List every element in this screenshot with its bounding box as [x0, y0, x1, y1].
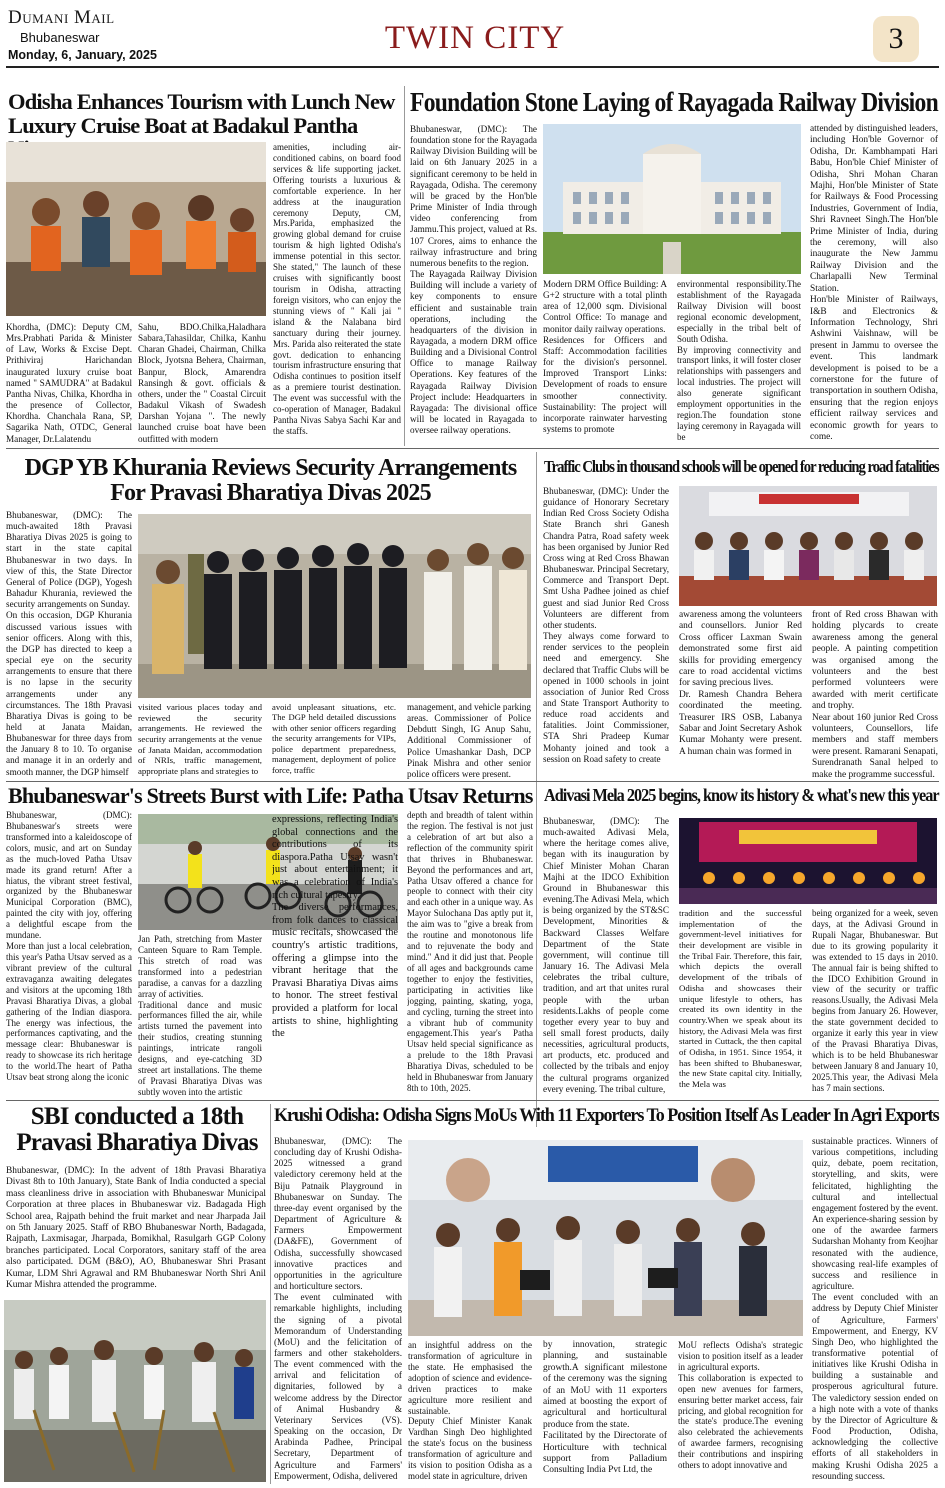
adivasi-text-col1: Bhubaneswar, (DMC): The much-awaited Adivasi Mela, where the heritage comes alive, began with its inauguration by Chief Minister Mohan Charan Majhi at the IDCO Exhibition Ground in Bhubaneswar this evening.The Adivasi Mela, which is being organized by the ST&SC Development, Minorities & Backward Classes Welfare Department of the State government, will continue till January 16. The Adivasi Mela celebrates the tribal culture, tradition, and art that unites rural people with the urban residents.Lakhs of people come together every year to buy and sell small forest products, daily necessities, agricultural products, art products, etc. produced and collected by the tribals and enjoy the cultural programs organized every evening. The tribal culture, [543, 816, 669, 1094]
krushi-text-col3: by innovation, strategic planning, and sustainable growth.A significant milestone of the ceremony was the signing of an MoU with 11 exporters aimed at boosting the export of agricultural and horticultural produce from the state. Facilitated by the Directorate of Horticulture with technical support from Palladium Consulting India Pvt Ltd, the [543, 1340, 667, 1476]
masthead-date: Monday, 6, January, 2025 [8, 48, 157, 62]
headline-sbi: SBI conducted a 18th Pravasi Bharatiya Divas [16, 1103, 258, 1157]
krushi-text-col2: an insightful address on the transformation of agriculture in the state. He emphasised the adoption of science and evidence-driven practices to make agriculture more resilient and sustainable. Deputy Chief Minister Kanak Vardhan Singh Deo highlighted the state's focus on the business transformation of agriculture and its vision to position Odisha as a model state in agriculture, driven [408, 1340, 532, 1482]
headline-krushi: Krushi Odisha: Odisha Signs MoUs With 11 Exporters To Position Itself As Leader In Agri Exports [274, 1105, 939, 1126]
krushi-text-col4: MoU reflects Odisha's strategic vision to position itself as a leader in agricultural exports. This collaboration is expected to open new avenues for farmers, ensuring better market access, fair pricing, and global recognition for the state's produce.The evening also celebrated the achievements of awardee farmers, recognising their contributions and inspiring others to adopt innovative and [678, 1340, 803, 1471]
page-number: 3 [873, 16, 919, 62]
headline-railway: Foundation Stone Laying of Rayagada Railway Division [410, 87, 939, 117]
railway-text-col3: environmental responsibility.The establishment of the Rayagada Railway Division will boost regional economic development, especially in the tribal belt of South Odisha. By improving connectivity and transport links, it will foster closer relationships with passengers and local industries. The project will also generate significant employment opportunities in the region.The foundation stone laying ceremony in Rayagada will be [677, 279, 801, 442]
headline-dgp: DGP YB Khurania Reviews Security Arrangements For Pravasi Bharatiya Divas 2025 [24, 455, 517, 507]
railway-text-col2: Modern DRM Office Building: A G+2 structure with a total plinth area of 12,000 sqm. Divisional Control Office: To manage and monitor daily railway operations. Residences for Officers and Staff: Accommodation facilities for the division's personnel. Improved Transport Links: Development of roads to ensure smoother connectivity. Sustainability: The project will incorporate rainwater harvesting systems to promote [543, 279, 667, 435]
railway-text-col1: Bhubaneswar, (DMC): The foundation stone for the Rayagada Railway Division Building will be laid on 6th January 2025 in a significant ceremony to be held in Rayagada, Odisha. The ceremony will be graced by the Hon'ble Prime Minister of India through video conferencing from Jammu.This project, valued at Rs. 107 Crores, aims to enhance the railway infrastructure and bring numerous benefits to the region. The Rayagada Railway Division Building will include a variety of key components to ensure efficient and sustainable train operations, including the headquarters of the division in Rayagada, a modern DRM office Building and a Divisional Control Office to manage Railway Operations. Key features of the Rayagada Railway Division Project include: Headquarters in Rayagada: The divisional office will be located in Rayagada to oversee railway operations. [410, 124, 537, 436]
sbi-text: Bhubaneswar, (DMC): In the advent of 18th Pravasi Bharatiya Divast 8th to 10th January), State Bank of India conducted a special mass cleanliness drive in association with Bhubaneswar Municipal Corporation at three places in Bhubaneswar viz. Badagada High School area, Rajpath behind the fruit market and near Jharpada Jail on 5th January 2025. Staff of RBO Bhubaneswar North, Badagada, Rajpath, Laxmisagar, Jharpada, Bomikhal, Rasulgarh GGP Colony branches participated. Local Corporators, sanitary staff of the area also participated. DGM (B&O), AO, Bhubaneswar Shri Prasant Kumar, LDM Shri Agrawal and RM Bhubaneswar North Shri Anil Kumar Mishra attended the programme. [6, 1166, 266, 1291]
headline-traffic: Traffic Clubs in thousand schools will be opened for reducing road fatalities [544, 457, 939, 476]
masthead-city: Bhubaneswar [20, 30, 100, 45]
patha-text-col4: depth and breadth of talent within the region. The festival is not just a celebration of art but also a reflection of the community spirit that thrives in Bhubaneswar. Beyond the performances and art, Patha Utsav offered a chance for people to connect with their city and each other in a unique way. As Mayor Sulochana Das aptly put it, the aim was to "give a break from the routine and monotonous life and to rejuvenate the body and mind." And it did just that. People of all ages and backgrounds came together to enjoy the festivities, participating in activities like jogging, painting, skating, yoga, and cycling, turning the street into a vibrant hub of community engagement.This year's Patha Utsav held special significance as a prelude to the 18th Pravasi Bharatiya Divas, scheduled to be held in Bhubaneswar from January 8th to 10th, 2025. [407, 810, 533, 1094]
krushi-photo [408, 1140, 803, 1336]
section-rule [6, 781, 939, 782]
dgp-text-col1: Bhubaneswar, (DMC): The much-awaited 18th Pravasi Bharatiya Divas 2025 is going to start in the state capital Bhubaneswar in two days. In view of this, the State Director General of Police (DGP), Yogesh Bahadur Khurania, reviewed the security arrangements on Sunday. On this occasion, DGP Khurania discussed various issues with senior officers. Along with this, the DGP has directed to keep a special eye on the security arrangements to ensure that there is no lapse in the security arrangements under any circumstances. The 18th Pravasi Bharatiya Divas is going to be held at Janata Maidan, Bhubaneswar for three days from the January 8 to 10. To organise and manage it in an orderly and smooth manner, the DGP himself [6, 510, 132, 777]
sbi-photo [4, 1300, 266, 1482]
traffic-text-col1: Bhubaneswar, (DMC): Under the guidance of Honorary Secretary Indian Red Cross Society Odisha State Branch shri Ganesh Chandra Patra, Road safety week has been organised by Junior Red Cross wing at Red Cross Bhawan Bhubaneswar. Principal Secretary, Commerce and Transport Dept. Smt Usha Padhee joined as chief guest and siad Junior Red Cross Volunteers are different from other students. They always come forward to render services to the peoplein need and emergency. She declared that Traffic Clubs will be opened in 1000 schools in joint association of Junior Red Cross and State Transport Authority to reduce road accidents and fatalities. Joint Commissioner, STA Shri Pradeep Kumar Mohanty joined and took a session on Road safety to create [543, 486, 669, 764]
krushi-text-col5: sustainable practices. Winners of various competitions, including quiz, debate, poem recitation, storytelling, and skits, were felicitated, highlighting the cultural and intellectual engagement fostered by the event. An experience-sharing session by one of the awardee farmers Sudarshan Mohanty from Keojhar resonated with the audience, showcasing real-life examples of success and resilience in agriculture. The event concluded with an address by Deputy Chief Minister of Agriculture, Farmers' Empowerment, and Energy, KV Singh Deo, who highlighted the transformative potential of initiatives like Krushi Odisha in building a sustainable and prosperous agricultural future. The valedictory session ended on a high note with a vote of thanks by the Director of Agriculture & Food Production, Odisha, acknowledging the collective efforts of all stakeholders in making Krushi Odisha 2025 a resounding success. [812, 1136, 938, 1481]
column-divider [536, 452, 537, 1127]
column-divider [404, 86, 405, 446]
cruise-photo [6, 142, 266, 316]
traffic-photo [679, 486, 937, 606]
traffic-text-col2: awareness among the volunteers and counsellors. Junior Red Cross officer Laxman Swain demonstrated some first aid skills for providing emergency care to road accidental victims for saving precious lives. Dr. Ramesh Chandra Behera coordinated the meeting. Treasurer IRS OSB, Labanya Sabar and Joint Secretary Ashok Kumar Mohanty were present. A human chain was formed in [679, 610, 802, 757]
masthead-brand: Dumani Mail [8, 7, 115, 28]
section-rule [6, 448, 939, 449]
patha-text-col3: expressions, reflecting India's global connections and the contributions of its diaspora.Patha Utsav wasn't just about entertainment; it was a celebration of India's rich cultural tapestry. The diverse performances, from folk dances to classical music recitals, showcased the country's artistic traditions, offering a glimpse into the vibrant heritage that the Pravasi Bharatiya Divas aims to honor. The street festival provided a platform for local artists to shine, highlighting the [272, 814, 398, 1040]
headline-cruise: Odisha Enhances Tourism with Lunch New Luxury Cruise Boat at Badakul Pantha [8, 89, 395, 138]
cruise-text-col3: amenities, including air-conditioned cabins, on board food services & life supporting jacket. Offering tourists a luxurious & comfortable experience. In her address at the inauguration ceremony Deputy, CM, Mrs.Parida, emphasized the growing global demand for cruise tourism & high lighted Odisha's immense potential in this sector. She stated," The launch of these cruises with significantly boost tourism in Odisha, attracting foreign visitors, who can enjoy the stunning views of " Kali jai " island & the Nalabana bird sanctuary during their journey. Mrs. Parida also reiterated the state govt. dedication to enhancing tourism infrastructure ensuring that Odisha continues to position itself as a premiere tourist destination. The event was successful with the co-operation of Manager, Badakul Pantha Nivas Sabya Sachi Kar and the staffs. [273, 142, 401, 436]
krushi-text-col1: Bhubaneswar, (DMC): The concluding day of Krushi Odisha-2025 witnessed a grand valedictory ceremony held at the Biju Patnaik Playground in Bhubaneswar on Sunday. The three-day event organised by the Department of Agriculture & Farmers Empowerment (DA&FE), Government of Odisha, successfully showcased innovative practices and opportunities in the agriculture and horticulture sectors. The event culminated with remarkable highlights, including the signing of a pivotal Memorandum of Understanding (MoU) and the felicitation of farmers and other stakeholders. The event commenced with the arrival and felicitation of dignitaries, followed by a welcome address by the Director of Animal Husbandry & Veterinary Services (VS). Speaking on the occasion, Dr Arabinda Padhee, Principal Secretary, Department of Agriculture and Farmers' Empowerment, Odisha, delivered [274, 1136, 402, 1481]
dgp-text-col2: visited various places today and reviewed the security arrangements. He reviewed the security arrangements at the venue of Janata Maidan, accommodation of NRIs, traffic management, appropriate plans and strategies to [138, 702, 262, 777]
masthead-rule [6, 66, 939, 68]
railway-text-col4: attended by distinguished leaders, including Hon'ble Governor of Odisha, Dr. Kambhampati Hari Babu, Hon'ble Chief Minister of Odisha, Shri Mohan Charan Majhi, Hon'ble Minister of State for Railways & Food Processing Industries, Government of India, Shri Ravneet Singh.The Hon'ble Prime Minister of India, during the ceremony, will also inaugurate the New Jammu Railway Division and the Charlapalli New Terminal Station. Hon'ble Minister of Railways, I&B and Electronics & Information Technology, Shri Ashwini Vaishnaw, will be present in Jammu to oversee the event. This landmark development is poised to be a cornerstone for the future of transportation in southern Odisha, ensuring that the region enjoys efficient railway services and economic growth for years to come. [810, 124, 938, 442]
dgp-photo [138, 514, 531, 698]
patha-text-col2: Jan Path, stretching from Master Canteen Square to Ram Temple. This stretch of road was transformed into a pedestrian paradise, a canvas for a dazzling array of activities. Traditional dance and music performances filled the air, while artists turned the pavement into their studios, creating stunning paintings, intricate rangoli designs, and eye-catching 3D street art installations. The theme of Pravasi Bharatiya Divas was subtly woven into the artistic [138, 934, 262, 1097]
cruise-text-col2: Sahu, BDO.Chilka,Haladhara Sabara,Tahasildar, Chilka, Kanhu Charan Ghadei, Chairman, Chilka Block, Jyotsna Behera, Chairman, Banpur, Block, Amarendra Ransingh & govt. officials & others, under the " Coastal Circuit Badakul Vikash of Swadesh Darshan Yojana ". The newly launched cruise boat have been outfitted with modern [138, 322, 266, 444]
cruise-text-col1: Khordha, (DMC): Deputy CM, Mrs.Prabhati Parida & Minister of Law, Works & Excise Dept. Prithiviraj Harichandan inaugurated luxury cruise boat named " SAMUDRA" at Badakul Pantha Nivas, Chilka, Khordha in the presence of Collector, Khordha. Chanchala Rana, SP, Sagarika Nath, OTDC, General Manager, Dr.Lalatendu [6, 322, 132, 444]
column-divider [270, 1104, 271, 1484]
section-rule [6, 1100, 939, 1101]
headline-patha: Bhubaneswar's Streets Burst with Life: Patha Utsav Returns [8, 783, 533, 808]
adivasi-photo [679, 818, 937, 904]
headline-adivasi: Adivasi Mela 2025 begins, know its history & what's new this year [544, 785, 939, 805]
section-title: TWIN CITY [384, 20, 566, 56]
adivasi-text-col3: being organized for a week, seven days, at the Adivasi Ground in Rupali Nagar, Bhubaneswar. But due to its growing popularity it was extended to 15 days in 2010. The annual fair is being shifted to the IDCO Exhibition Ground in view of the security or traffic reasons.Usually, the Adivasi Mela begins from January 26. However, the state government decided to organize it early this year in view of the Pravasi Bharatiya Divas, which is to be held Bhubaneswar between January 8 and January 10, 2025.This year, the Adivasi Mela has 7 main sections. [812, 908, 938, 1093]
patha-text-col1: Bhubaneswar, (DMC): Bhubaneswar's streets were transformed into a kaleidoscope of colors, music, and art on Sunday as the much-loved Patha Utsav made its grand return! After a hiatus, the vibrant street festival, organized by the Bhubaneswar Municipal Corporation (BMC), painted the city with joy, offering a delightful escape from the mundane. More than just a local celebration, this year's Patha Utsav served as a vibrant preview of the cultural extravaganza awaiting delegates and visitors at the upcoming 18th Pravasi Bharatiya Divas, a global gathering of the Indian diaspora. The energy was infectious, the performances captivating, and the message clear: Bhubaneswar is ready to showcase its rich heritage to the world.The heart of Patha Utsav beat strong along the iconic [6, 810, 132, 1083]
railway-building-photo [543, 124, 801, 274]
adivasi-text-col2: tradition and the successful implementation of the government-level initiatives for their development are visible in the Tribal Fair. Therefore, this fair, which depicts the overall development of the tribals of Odisha and showcases their unique lifestyle to others, has created its own identity in the country.When we speak about its history, the Adivasi Mela was first started in Cuttack, the then capital of Odisha, in 1951. Since 1954, it has been shifted to Bhubaneswar, the new State capital city. Initially, the Mela was [679, 908, 802, 1089]
dgp-text-col4: management, and vehicle parking areas. Commissioner of Police Debdutt Singh, IG Anup Sahu, Additional Commissioner of Police Umashankar Dash, DCP Pinak Mishra and other senior police officers were present. [407, 702, 531, 779]
traffic-text-col3: front of Red cross Bhawan with holding plycards to create awareness among the general people. A painting competition was organised among the volunteers and the best performed volunteers were awarded with merit certificate and trophy. Near about 160 junior Red Cross volunteers, Counsellors, life members and staff members were present. Ramarani Senapati, Surendranath Sanal helped to make the programme successful. [812, 610, 938, 780]
dgp-text-col3: avoid unpleasant situations, etc. The DGP held detailed discussions with other senior officers regarding the security arrangements for VIPs, police department preparedness, management, deployment of police force, traffic [272, 702, 396, 775]
